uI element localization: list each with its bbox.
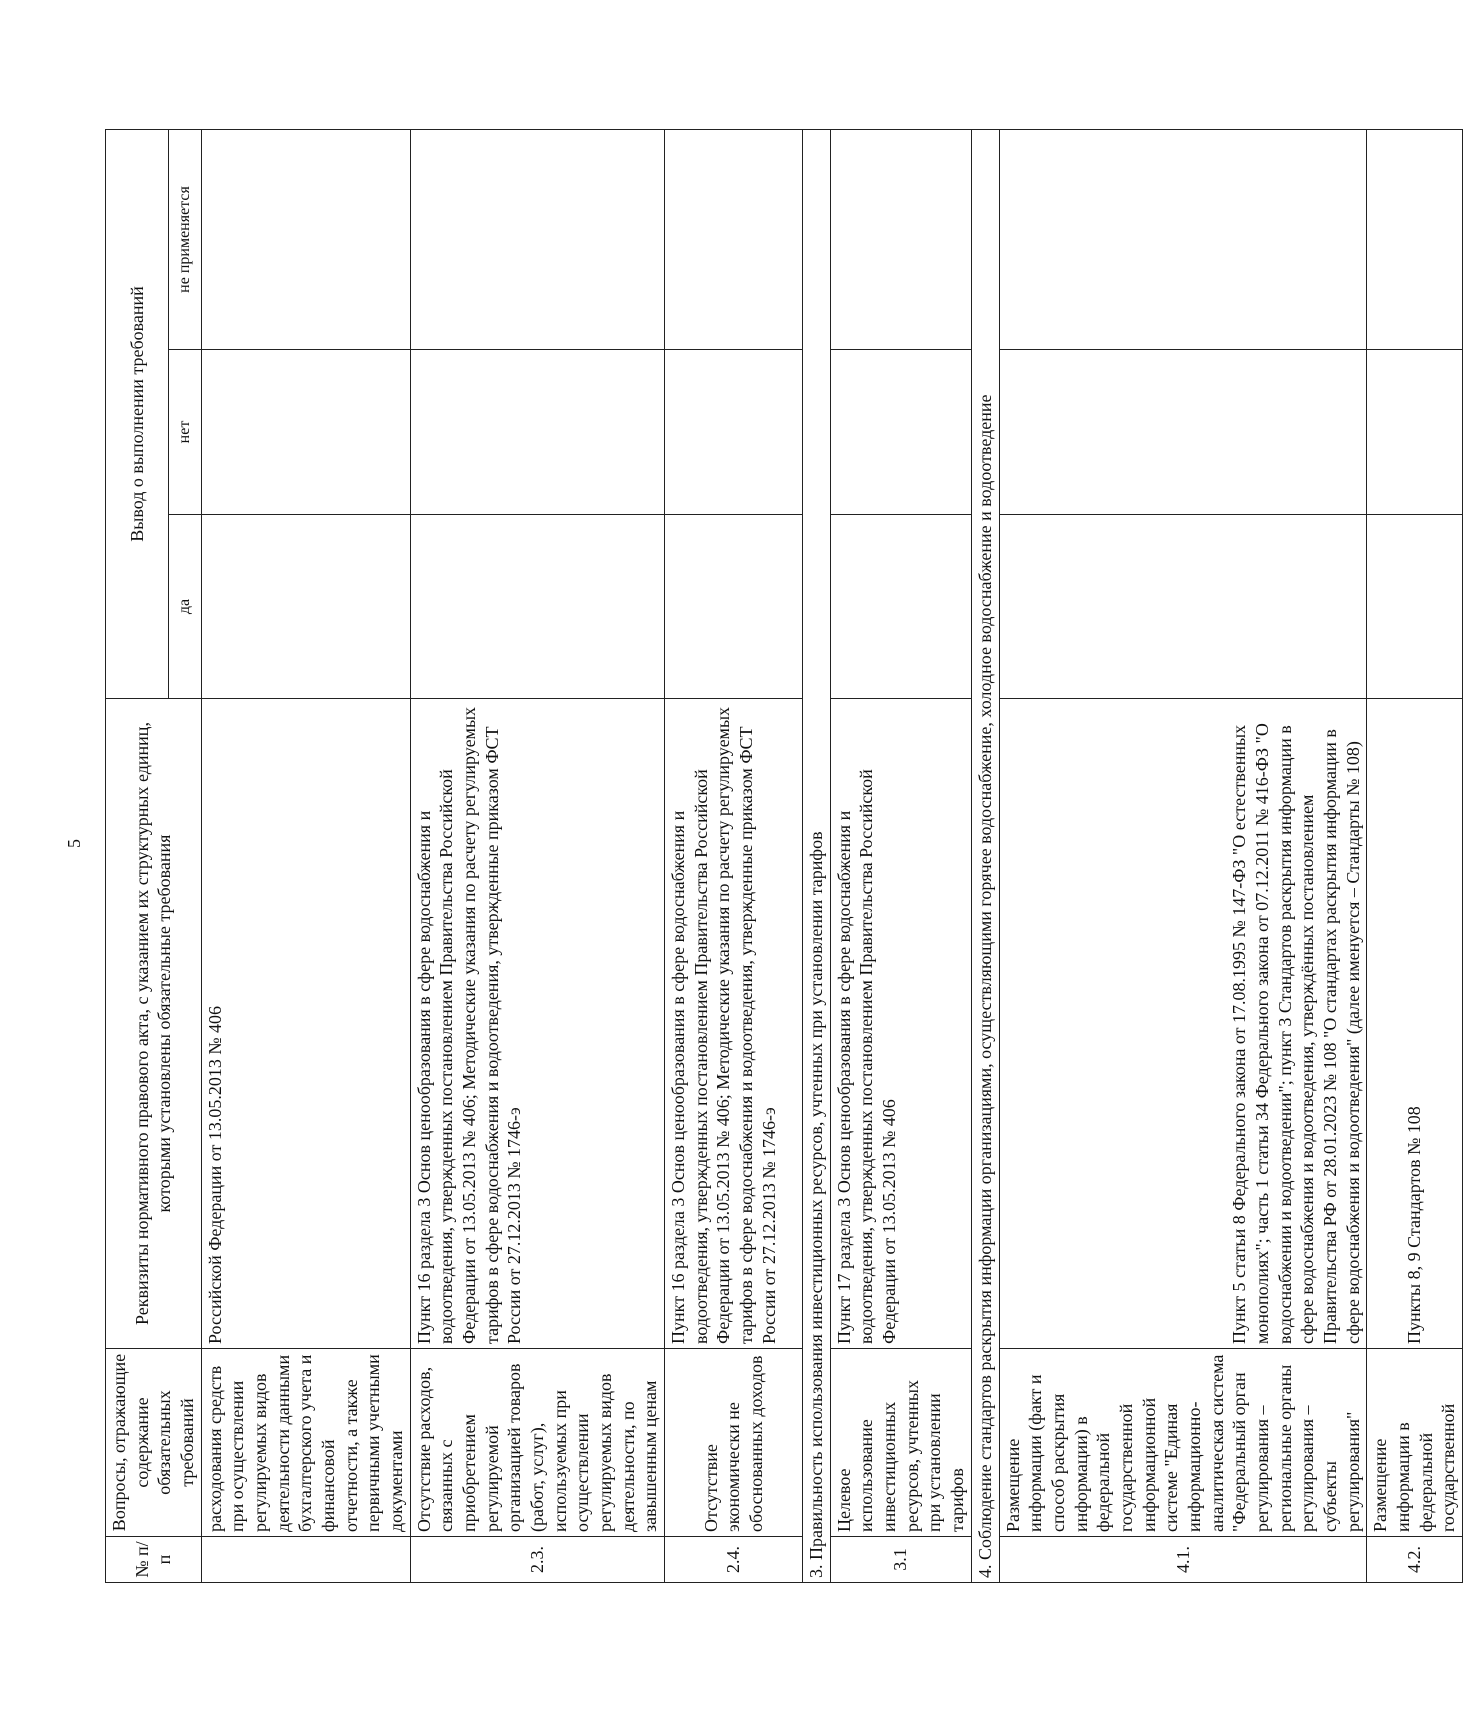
- table-row: [665, 129, 803, 1582]
- row-requisite: Пункт 16 раздела 3 Основ ценообразования в сфере водоснабжения и водоотведения, утвержденных постановлением Правительства Российской Федерации от 13.05.2013 № 406; Методические указания по расчету регулируемых тарифов в сфере водоснабжения и водоотведения, утвержденные приказом ФСТ России от 27.12.2013 № 1746-э: [665, 699, 803, 1349]
- row-question: расходования средств при осуществлении регулируемых видов деятельности данными бухгалтерского учета и финансовой отчетности, а также первичными учетными документами: [201, 1349, 410, 1537]
- row-question: Размещение информации в федеральной государственной: [1367, 1349, 1463, 1537]
- cell-na: [410, 129, 664, 349]
- table-row: [201, 129, 410, 1582]
- cell-yes: [410, 515, 664, 699]
- cell-no: [665, 350, 803, 515]
- header-conclusion: Вывод о выполнении требований: [106, 129, 169, 698]
- header-na: не применяется: [169, 129, 201, 349]
- section-row: [971, 129, 999, 1582]
- row-num: 3.1: [830, 1537, 971, 1583]
- table-row: [1367, 129, 1463, 1582]
- row-requisite: Пункт 16 раздела 3 Основ ценообразования в сфере водоснабжения и водоотведения, утвержденных постановлением Правительства Российской Федерации от 13.05.2013 № 406; Методические указания по расчету регулируемых тарифов в сфере водоснабжения и водоотведения, утвержденные приказом ФСТ России от 27.12.2013 № 1746-э: [410, 699, 664, 1349]
- row-num: [201, 1537, 410, 1583]
- section-3-title: 3. Правильность использования инвестиционных ресурсов, учтенных при установлении тарифов: [803, 129, 831, 1582]
- section-row: [803, 129, 831, 1582]
- cell-na: [1367, 129, 1463, 349]
- requirements-table: [105, 129, 1463, 1583]
- row-num: 2.4.: [665, 1537, 803, 1583]
- cell-no: [999, 350, 1367, 515]
- row-requisite: Пункты 8, 9 Стандартов № 108: [1367, 699, 1463, 1349]
- cell-yes: [201, 515, 410, 699]
- cell-no: [410, 350, 664, 515]
- section-4-title: 4. Соблюдение стандартов раскрытия информации организациями, осуществляющими горячее водоснабжение, холодное водоснабжение и водоотведение: [971, 129, 999, 1582]
- cell-yes: [1367, 515, 1463, 699]
- table-row: [999, 129, 1367, 1582]
- row-question: Размещение информации (факт и способ раскрытия информации) в федеральной государственной информационной системе "Единая информационно-аналитическая система "Федеральный орган регулирования – региональные органы регулирования – субъекты регулирования": [999, 1349, 1367, 1537]
- row-question: Отсутствие расходов, связанных с приобретением регулируемой организацией товаров (работ, услуг), используемых при осуществлении регулируемых видов деятельности, по завышенным ценам: [410, 1349, 664, 1537]
- row-question: Отсутствие экономически не обоснованных доходов: [665, 1349, 803, 1537]
- table-row: [830, 129, 971, 1582]
- row-num: 4.1.: [999, 1537, 1367, 1583]
- row-requisite: Пункт 17 раздела 3 Основ ценообразования в сфере водоснабжения и водоотведения, утвержденных постановлением Правительства Российской Федерации от 13.05.2013 № 406: [830, 699, 971, 1349]
- row-num: 2.3.: [410, 1537, 664, 1583]
- cell-yes: [665, 515, 803, 699]
- cell-no: [1367, 350, 1463, 515]
- page-number: 5: [64, 839, 84, 848]
- row-question: Целевое использование инвестиционных ресурсов, учтенных при установлении тарифов: [830, 1349, 971, 1537]
- row-requisite: Пункт 5 статьи 8 Федерального закона от 17.08.1995 № 147-ФЗ "О естественных монополиях"; часть 1 статьи 34 Федерального закона от 07.12.2011 № 416-ФЗ "О водоснабжении и водоотведении"; пункт 3 Стандартов раскрытия информации в сфере водоснабжения и водоотведения, утверждённых постановлением Правительства РФ от 28.01.2023 № 108 "О стандартах раскрытия информации в сфере водоснабжения и водоотведения" (далее именуется – Стандарты № 108): [999, 699, 1367, 1349]
- header-requisites: Реквизиты нормативного правового акта, с указанием их структурных единиц, которыми установлены обязательные требования: [106, 699, 202, 1349]
- cell-na: [665, 129, 803, 349]
- row-requisite: Российской Федерации от 13.05.2013 № 406: [201, 699, 410, 1349]
- table-header-row: [106, 129, 169, 1582]
- cell-na: [201, 129, 410, 349]
- cell-no: [830, 350, 971, 515]
- cell-na: [999, 129, 1367, 349]
- header-no: нет: [169, 350, 201, 515]
- header-num: № п/п: [106, 1537, 202, 1583]
- cell-no: [201, 350, 410, 515]
- header-yes: да: [169, 515, 201, 699]
- header-questions: Вопросы, отражающие содержание обязательных требований: [106, 1349, 202, 1537]
- row-num: 4.2.: [1367, 1537, 1463, 1583]
- cell-yes: [830, 515, 971, 699]
- cell-na: [830, 129, 971, 349]
- cell-yes: [999, 515, 1367, 699]
- table-row: [410, 129, 664, 1582]
- rotated-table-container: [105, 130, 1459, 1583]
